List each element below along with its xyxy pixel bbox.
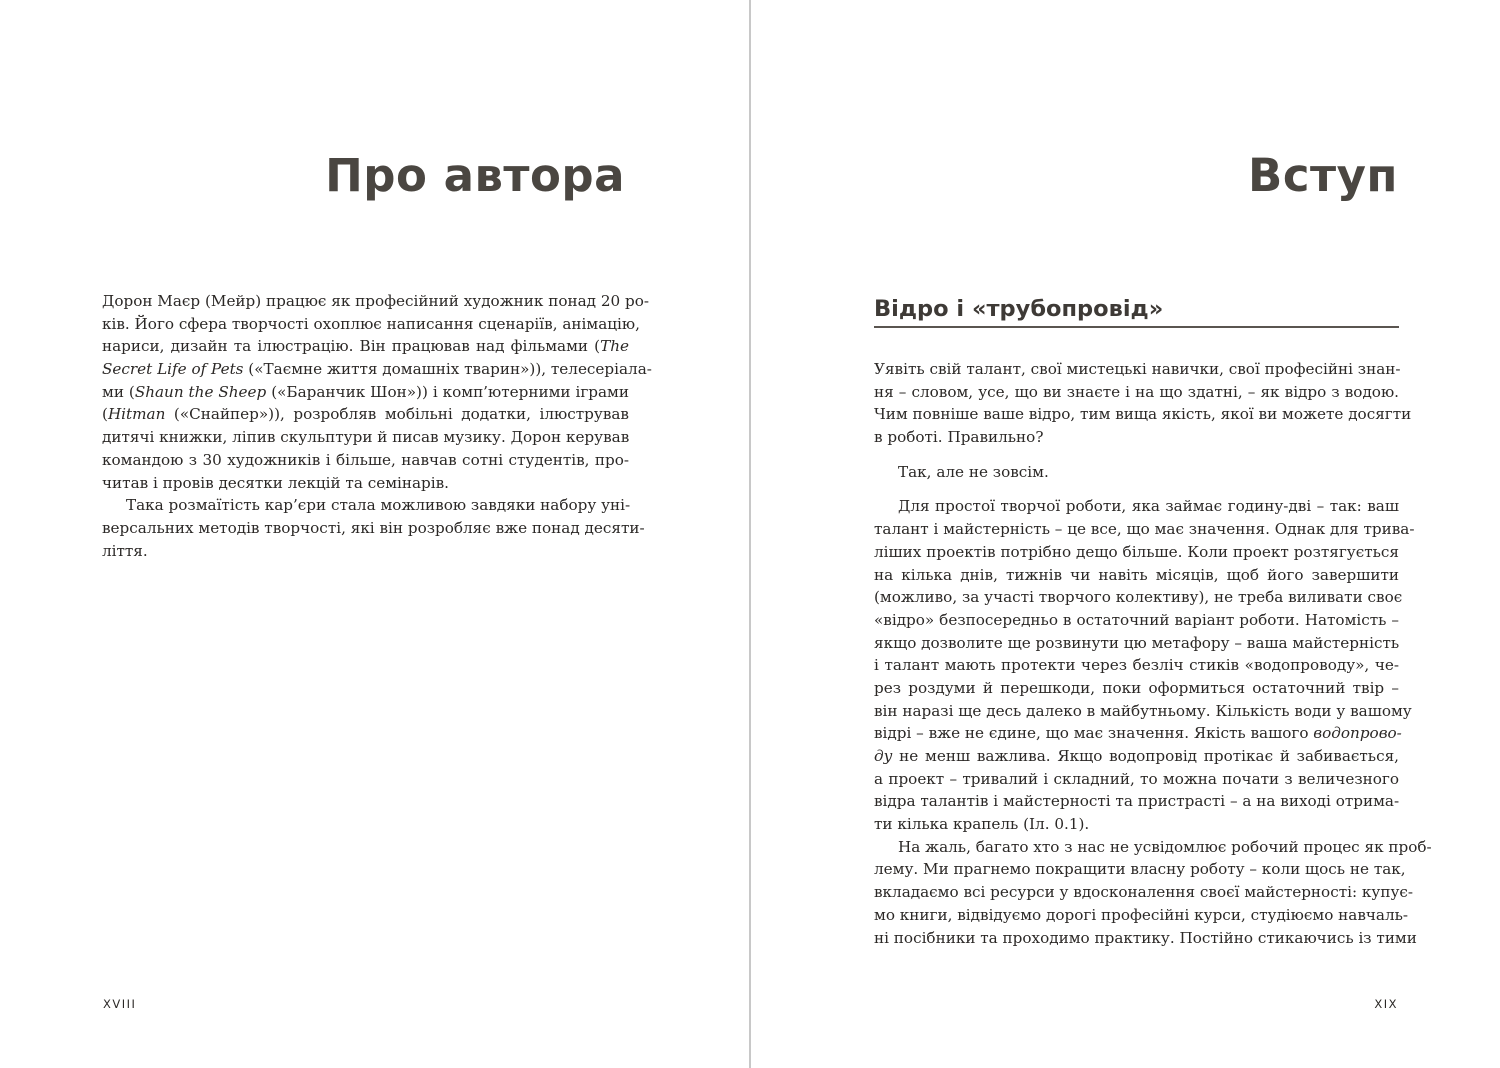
text-line: (можливо, за участі творчого колективу), не треба виливати своє [874,588,1403,607]
text-line: ти кілька крапель (Іл. 0.1). [874,815,1090,834]
text-line: ми (Shaun the Sheep («Баранчик Шон»)) і комп’ютерними іграми [102,382,629,401]
text-line: Так, але не зовсім. [898,462,1049,481]
text-line: «відро» безпосередньо в остаточний варіант роботи. Натомість – [874,610,1399,629]
text-line: ліття. [102,541,148,560]
page-number-right: XIX [1374,997,1398,1011]
paragraph-spacer [874,449,1399,461]
paragraph [102,290,652,494]
text-line: ліших проектів потрібно дещо більше. Коли проект розтягується [874,542,1399,561]
italic-title: Secret Life of Pets [102,360,244,379]
left-page [0,0,749,1068]
paragraph [874,461,1399,484]
text-line: Уявіть свій талант, свої мистецькі навички, свої професійні знан- [874,360,1401,378]
paragraph-spacer [874,483,1399,495]
text-line: ду не менш важлива. Якщо водопровід протікає й забивається, [874,747,1399,765]
introduction-body [874,358,1432,949]
italic-title: Shaun the Sheep [134,382,267,401]
text-line: командою з 30 художників і більше, навчав сотні студентів, про- [102,450,629,469]
text-line: якщо дозволите ще розвинути цю метафору – ваша майстерність [874,633,1400,652]
text-line: ня – словом, усе, що ви знаєте і на що здатні, – як відро з водою. [874,382,1399,401]
text-line: нариси, дизайн та ілюстрацію. Він працював над фільмами (The [102,337,629,356]
text-line: і талант мають протекти через безліч стиків «водопроводу», че- [874,656,1399,675]
text-line: Чим повніше ваше відро, тим вища якість, якої ви можете досягти [874,405,1412,424]
book-spine-divider [749,0,751,1068]
text-line: версальних методів творчості, які він розробляє вже понад десяти- [102,518,645,537]
text-line: (Hitman («Снайпер»)), розробляв мобільні додатки, ілюстрував [102,405,629,424]
text-line: ків. Його сфера творчості охоплює написання сценаріїв, анімацію, [102,314,640,333]
paragraph [874,495,1415,835]
text-line: читав і провів десятки лекцій та семінарів. [102,473,450,492]
chapter-title-about-author: Про автора [325,149,625,202]
italic-title: ду [874,747,893,765]
text-line: рез роздуми й перешкоди, поки оформиться остаточний твір – [874,678,1399,697]
text-line: Для простої творчої роботи, яка займає годину-дві – так: ваш [898,497,1399,516]
about-author-body [102,290,652,562]
paragraph [874,836,1432,949]
text-line: мо книги, відвідуємо дорогі професійні курси, студіюємо навчаль- [874,905,1409,924]
text-line: а проект – тривалий і складний, то можна почати з величезного [874,769,1399,788]
text-line: Secret Life of Pets («Таємне життя домашніх тварин»)), телесеріала- [102,360,652,379]
text-line: Така розмаїтість кар’єри стала можливою завдяки набору уні- [126,496,631,515]
text-line: ні посібники та проходимо практику. Постійно стикаючись із тими [874,928,1417,947]
italic-title: водопрово- [1313,724,1402,743]
text-line: відра талантів і майстерності та пристрасті – а на виході отрима- [874,792,1400,811]
text-line: Дорон Маєр (Мейр) працює як професійний художник понад 20 ро- [102,292,650,310]
right-page [752,0,1500,1068]
text-line: На жаль, багато хто з нас не усвідомлює робочий процес як проб- [898,837,1432,856]
text-line: вкладаємо всі ресурси у вдосконалення своєї майстерності: купує- [874,883,1414,902]
italic-title: The [600,337,629,356]
italic-title: Hitman [107,405,166,424]
text-line: він наразі ще десь далеко в майбутньому. Кількість води у вашому [874,701,1412,720]
page-number-left: XVIII [103,997,137,1011]
paragraph [874,358,1412,449]
text-line: на кілька днів, тижнів чи навіть місяців, щоб його завершити [874,565,1399,584]
text-line: відрі – вже не єдине, що має значення. Якість вашого водопрово- [874,724,1402,743]
text-line: дитячі книжки, ліпив скульптури й писав музику. Дорон керував [102,428,630,447]
text-line: лему. Ми прагнемо покращити власну роботу – коли щось не так, [874,860,1406,879]
section-heading: Відро і «трубопровід» [874,294,1399,328]
paragraph [102,494,645,562]
text-line: талант і майстерність – це все, що має значення. Однак для трива- [874,520,1415,539]
chapter-title-introduction: Вступ [1248,149,1398,202]
text-line: в роботі. Правильно? [874,428,1044,447]
